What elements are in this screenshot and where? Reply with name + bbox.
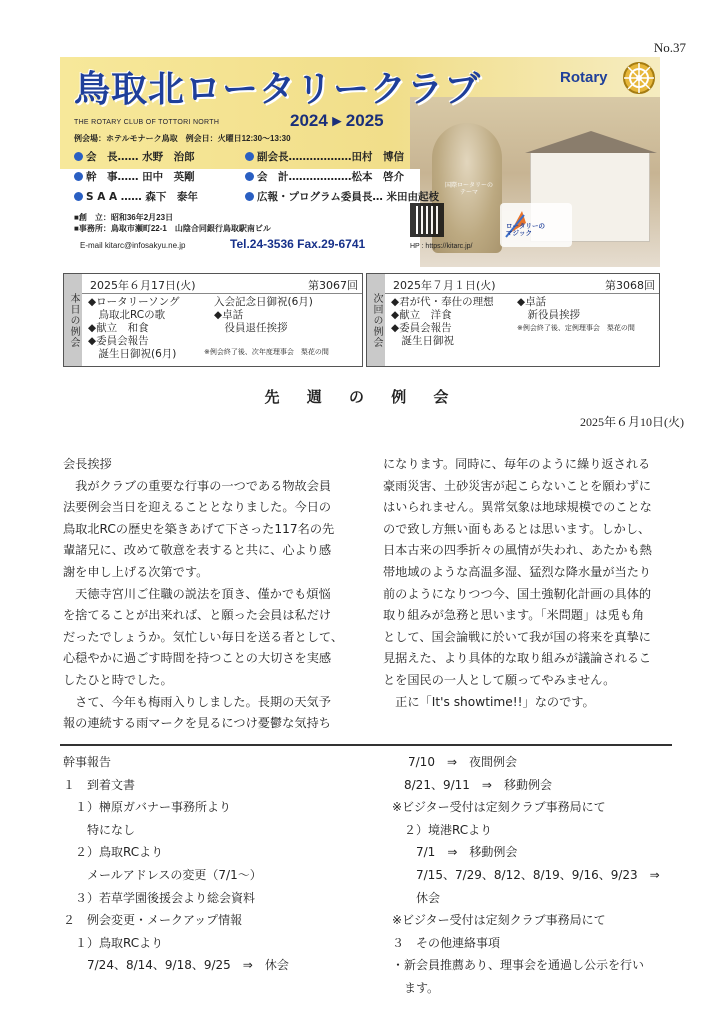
issue-number: No.37 <box>653 40 686 55</box>
article-line: 我がクラブの重要な行事の一つである物故会員 <box>63 478 332 493</box>
report-line: ２ 例会変更・メークアップ情報 <box>63 913 243 928</box>
role-secretary: 幹 事…… 田中 英剛 <box>74 169 195 184</box>
report-line: １ 到着文書 <box>63 777 136 792</box>
article-right-column <box>383 454 693 713</box>
article-line: 謝を申し上げる次第です。 <box>63 564 209 579</box>
report-line: ３ その他連絡事項 <box>392 935 501 950</box>
next-note: ※例会終了後、定例理事会 梨花の間 <box>517 324 635 332</box>
article-line: 正に「It's showtime!!」なのです。 <box>383 694 595 709</box>
next-program-left: ◆君が代・奉仕の理想 ◆献立 洋食 ◆委員会報告 誕生日御祝 <box>391 296 494 347</box>
today-date: 2025年６月17日(火) <box>90 279 196 292</box>
meeting-place: 例会場：ホテルモナーク鳥取 例会日：火曜日12:30～13:30 <box>74 134 291 143</box>
article-line: 鳥取北RCの歴史を築きあげて下さった117名の先 <box>63 521 335 536</box>
next-program-right: ◆卓話 新役員挨拶 <box>517 296 580 321</box>
report-line: ２）鳥取RCより <box>63 845 164 860</box>
role-president: 会 長…… 水野 治郎 <box>74 149 195 164</box>
role-saa: S A A …… 森下 泰年 <box>74 189 198 204</box>
article-line: 前のようになりつつ今、国土強靭化計画の具体的 <box>383 586 652 601</box>
article-line: ので致し方無い面もあるとは思います。しかし、 <box>383 521 651 536</box>
section-date: 2025年６月10日(火) <box>580 415 684 429</box>
report-line: 8/21、9/11 ⇒ 移動例会 <box>392 777 552 792</box>
report-line: 7/10 ⇒ 夜間例会 <box>408 755 518 769</box>
article-line: 豪雨災害、土砂災害が起こらないことを願わずに <box>383 478 652 493</box>
report-line: 休会 <box>392 890 441 905</box>
article-line: を捨てることが出来れば、と願った会員は私だけ <box>63 608 332 623</box>
today-number: 第3067回 <box>308 279 358 292</box>
next-number: 第3068回 <box>605 279 655 292</box>
section-divider <box>60 744 672 746</box>
article-line: だったでしょうか。気忙しい毎日を送る者として、 <box>63 629 344 644</box>
phone-fax: Tel.24-3536 Fax.29-6741 <box>230 237 366 251</box>
role-pr-chair: 広報・プログラム委員長… 米田由起枝 <box>245 189 439 204</box>
article-line: したひと時でした。 <box>63 672 173 687</box>
club-english-name: THE ROTARY CLUB OF TOTTORI NORTH <box>74 119 220 126</box>
report-line: 7/15、7/29、8/12、8/19、9/16、9/23 ⇒ <box>392 867 660 882</box>
report-line: 7/1 ⇒ 移動例会 <box>392 845 518 860</box>
article-line: 報の連続する雨マークを見るにつけ憂鬱な気持ち <box>63 716 331 731</box>
article-line: 帯地域のような高温多湿、猛烈な降水量が当たり <box>383 564 652 579</box>
role-vice-president: 副会長………………田村 博信 <box>245 149 404 164</box>
report-line: ３）若草学園後援会より総会資料 <box>63 890 256 905</box>
report-line: １）榊原ガバナー事務所より <box>63 800 232 815</box>
today-program-right: 入会記念日御祝(6月) ◆卓話 役員退任挨拶 <box>214 296 313 334</box>
today-note: ※例会終了後、次年度理事会 梨花の間 <box>204 348 329 356</box>
rotary-wheel-icon <box>622 61 656 95</box>
homepage-url: HP : https://kitarc.jp/ <box>410 243 473 250</box>
article-line: 取り組みが急務と思います。「米問題」は兎も角 <box>383 608 645 623</box>
article-line: になります。同時に、毎年のように繰り返される <box>383 457 651 471</box>
rotary-wordmark: Rotary <box>560 69 608 86</box>
article-line: 見据えた、より具体的な取り組みが議論されるこ <box>383 651 652 666</box>
next-tab-label: 次回の例会 <box>367 274 385 366</box>
club-title: 鳥取北ロータリークラブ <box>74 69 482 110</box>
article-line: 輩諸兄に、改めて敬意を表すると共に、心より感 <box>63 543 332 558</box>
report-line: ※ビジター受付は定刻クラブ事務局にて <box>392 913 606 928</box>
magic-label: ロータリーの マジック <box>506 223 545 238</box>
report-line: ます。 <box>392 980 440 995</box>
header-banner <box>60 57 660 267</box>
article-heading: 会長挨拶 <box>63 457 112 471</box>
today-meeting-box <box>63 273 363 367</box>
role-dot-icon <box>74 172 83 181</box>
article-line: さて、今年も梅雨入りしました。長期の天気予 <box>63 694 331 709</box>
founded-date: ■創 立：昭和36年2月23日 <box>74 213 174 222</box>
article-line: 天徳寺宮川ご住職の説法を頂き、僅かでも煩悩 <box>63 586 331 601</box>
ri-theme-label: 国際ロータリーの テーマ <box>445 183 494 196</box>
office-address: ■事務所：鳥取市瀬町22-1 山陰合同銀行鳥取駅南ビル <box>74 224 271 233</box>
report-line: メールアドレスの変更（7/1～） <box>63 867 262 882</box>
report-line: １）鳥取RCより <box>63 935 164 950</box>
article-left-column <box>63 454 363 735</box>
report-line: ※ビジター受付は定刻クラブ事務局にて <box>392 800 606 815</box>
next-meeting-box <box>366 273 660 367</box>
report-left-column <box>63 751 289 977</box>
report-line: ・新会員推薦あり、理事会を通過し公示を行い <box>392 958 645 973</box>
report-heading: 幹事報告 <box>63 755 112 769</box>
role-dot-icon <box>245 172 254 181</box>
report-line: 特になし <box>63 822 136 837</box>
article-line: として、国会論戦に於いて我が国の将来を真摯に <box>383 629 651 644</box>
report-right-column <box>392 751 660 1000</box>
report-line: ２）境港RCより <box>392 822 493 837</box>
today-tab-label: 本日の例会 <box>64 274 82 366</box>
article-line: はいられません。異常気象は地球規模でのことな <box>383 500 652 515</box>
role-dot-icon <box>74 192 83 201</box>
article-line: 法要例会当日を迎えることとなりました。今日の <box>63 500 332 515</box>
role-dot-icon <box>245 152 254 161</box>
box-divider <box>82 293 362 294</box>
article-line: とを国民の一人として願ってやみません。 <box>383 672 616 687</box>
club-years: 2024 ▸ 2025 <box>290 111 384 130</box>
article-line: 日本古来の四季折々の風情が失われ、あたかも熱 <box>383 543 652 558</box>
today-program-left: ◆ロータリーソング 鳥取北RCの歌 ◆献立 和食 ◆委員会報告 誕生日御祝(6月) <box>88 296 180 360</box>
role-dot-icon <box>245 192 254 201</box>
qr-code-icon <box>410 203 444 237</box>
email-address: E-mail kitarc@infosakyu.ne.jp <box>80 241 186 250</box>
box-divider <box>385 293 659 294</box>
role-dot-icon <box>74 152 83 161</box>
article-line: 心穏やかに過ごす時間を持つことの大切さを実感 <box>63 651 332 666</box>
role-treasurer: 会 計………………松本 啓介 <box>245 169 404 184</box>
section-title: 先 週 の 例 会 <box>264 388 460 406</box>
report-line: 7/24、8/14、9/18、9/25 ⇒ 休会 <box>63 958 289 973</box>
next-date: 2025年７月１日(火) <box>393 279 496 292</box>
